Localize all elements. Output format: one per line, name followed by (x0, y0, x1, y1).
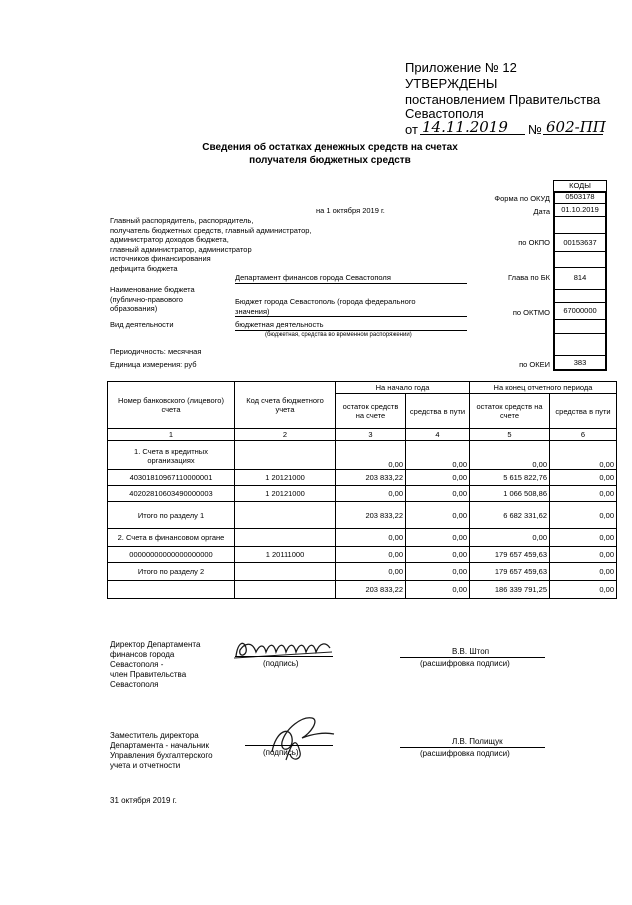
codes-blank-4 (553, 320, 607, 334)
col-balance-start: остаток средств на счете (336, 394, 406, 429)
deputy-name: Л.В. Полищук (452, 737, 503, 746)
okud-value: 0503178 (553, 191, 607, 204)
signing-date: 31 октября 2019 г. (110, 796, 177, 805)
activity-note: (бюджетная, средства во временном распоряжении) (265, 332, 412, 338)
director-decode-label: (расшифровка подписи) (420, 659, 510, 668)
okei-label: по ОКЕИ (519, 360, 550, 369)
periodicity: Периодичность: месячная (110, 347, 202, 356)
director-sign-label: (подпись) (263, 659, 299, 668)
city-label: Севастополя (405, 106, 484, 121)
bk-label: Глава по БК (508, 273, 550, 282)
table-row: Итого по разделу 1 203 833,22 0,00 6 682 331,62 0,00 (108, 502, 617, 529)
from-label: от (405, 122, 418, 137)
number-label: № (528, 122, 542, 137)
table-row: Итого по разделу 2 0,00 0,00 179 657 459,63 0,00 (108, 563, 617, 581)
codes-header: КОДЫ (553, 180, 607, 192)
director-name-line (400, 657, 545, 658)
table-row: 40301810967110000001 1 20121000 203 833,22 0,00 5 615 822,76 0,00 (108, 470, 617, 486)
col-number: 3 (336, 429, 406, 441)
table-row: 40202810603490000003 1 20121000 0,00 0,00 1 066 508,86 0,00 (108, 486, 617, 502)
col-number: 1 (108, 429, 235, 441)
okei-value: 383 (573, 358, 587, 367)
deputy-name-line (400, 747, 545, 748)
deputy-sign-label: (подпись) (263, 748, 299, 757)
date-value: 01.10.2019 (553, 204, 607, 217)
deputy-decode-label: (расшифровка подписи) (420, 749, 510, 758)
date-label: Дата (533, 207, 550, 216)
resolution-label: постановлением Правительства (405, 92, 601, 107)
unit: Единица измерения: руб (110, 360, 197, 369)
deputy-title: Заместитель директора Департамента - начальник Управления бухгалтерского учета и отчетности (110, 731, 213, 770)
deputy-sign-line (245, 745, 333, 746)
appendix-label: Приложение № 12 (405, 60, 517, 75)
group-start-header: На начало года (336, 382, 470, 394)
bk-value: 814 (553, 268, 607, 290)
director-title: Директор Департамента финансов города Севастополя - член Правительства Севастополя (110, 640, 201, 689)
manager-label: Главный распорядитель, распорядитель, получатель бюджетных средств, главный администратор, администратор доходов бюджета, главный администратор, администратор источников финансирования дефицита бюджета (110, 216, 312, 273)
handwritten-date: 14.11.2019 (422, 118, 508, 136)
col-transit-start: средства в пути (406, 394, 470, 429)
codes-blank-3 (553, 290, 607, 303)
col-number: 4 (406, 429, 470, 441)
budget-value: Бюджет города Севастополь (города федерального значения) (235, 297, 467, 317)
table-row: 00000000000000000000 1 20111000 0,00 0,00 179 657 459,63 0,00 (108, 547, 617, 563)
codes-blank-2 (553, 252, 607, 268)
manager-value: Департамент финансов города Севастополя (235, 273, 467, 284)
okud-label: Форма по ОКУД (494, 194, 550, 203)
oktmo-label: по ОКТМО (512, 308, 550, 317)
col-account-header: Номер банковского (лицевого) счета (108, 382, 235, 429)
director-sign-line (235, 656, 333, 657)
group-end-header: На конец отчетного периода (470, 382, 617, 394)
budget-label: Наименование бюджета (публично-правового образования) (110, 285, 195, 313)
report-date: на 1 октября 2019 г. (316, 206, 385, 215)
col-number: 2 (235, 429, 336, 441)
col-number: 6 (550, 429, 617, 441)
okpo-label: по ОКПО (518, 238, 550, 247)
codes-blank-1 (553, 217, 607, 234)
handwritten-number: 602-ПП (546, 118, 606, 136)
table-row-total: 203 833,22 0,00 186 339 791,25 0,00 (108, 581, 617, 599)
approved-label: УТВЕРЖДЕНЫ (405, 76, 498, 91)
codes-blank-5 (553, 334, 607, 356)
balances-table (107, 381, 617, 599)
okpo-value: 00153637 (553, 234, 607, 252)
table-row: 2. Счета в финансовом органе 0,00 0,00 0,00 0,00 (108, 529, 617, 547)
activity-label: Вид деятельности (110, 320, 174, 329)
col-balance-end: остаток средств на счете (470, 394, 550, 429)
col-transit-end: средства в пути (550, 394, 617, 429)
activity-value: бюджетная деятельность (235, 320, 467, 331)
oktmo-value: 67000000 (553, 303, 607, 320)
report-title-line2: получателя бюджетных средств (249, 155, 411, 166)
director-signature-icon (230, 634, 340, 662)
table-row: 1. Счета в кредитных организациях 0,00 0,00 0,00 0,00 (108, 441, 617, 470)
col-number: 5 (470, 429, 550, 441)
director-name: В.В. Штоп (452, 647, 490, 656)
report-title-line1: Сведения об остатках денежных средств на счетах (202, 142, 458, 153)
col-code-header: Код счета бюджетного учета (235, 382, 336, 429)
